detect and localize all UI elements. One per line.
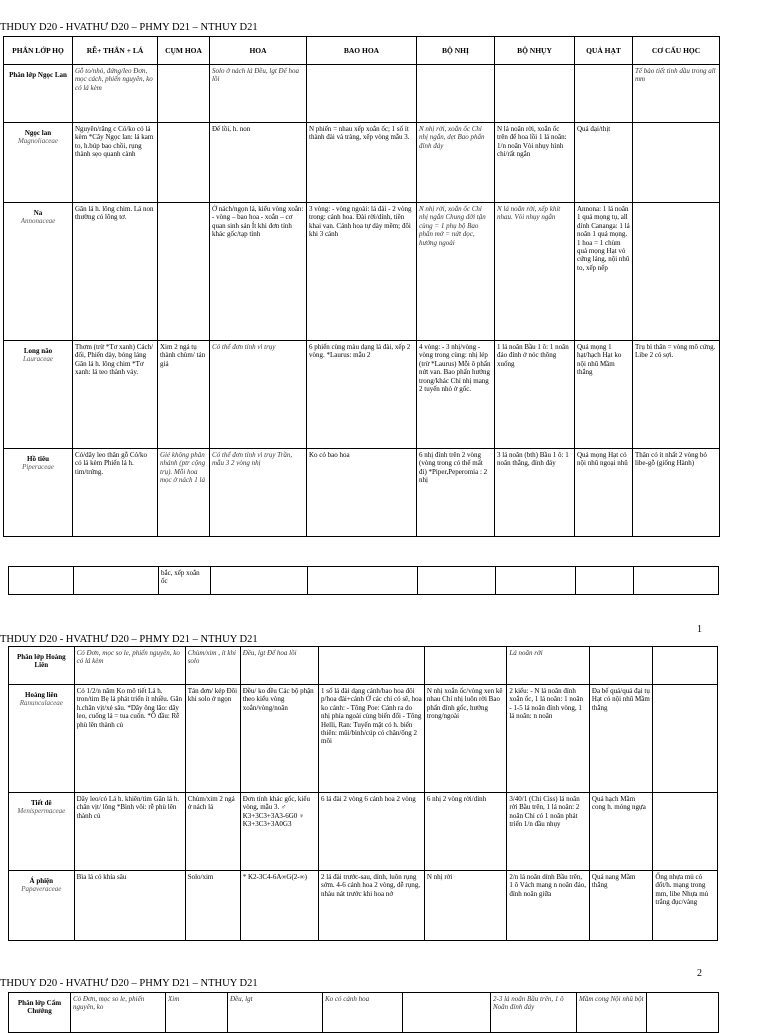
table-row — [9, 647, 718, 685]
cell: 2/n lá noãn dính Bầu trên, 1 ô Vách mang n noãn đảo, đính noãn giữa — [507, 871, 590, 941]
table-families-1 — [3, 36, 720, 537]
col-header: CƠ CẤU HỌC — [633, 37, 720, 65]
cell — [495, 65, 575, 123]
col-header: QUẢ HẠT — [575, 37, 633, 65]
col-header: HOA — [210, 37, 307, 65]
cell: Xim 2 ngả tụ thành chùm/ tán giả — [158, 341, 210, 449]
cell: Đơn tính khác gốc, kiểu vòng, mẫu 3. ♂ K3+3C3+3A3-6G0 ♀ K3+3C3+3A0G3 — [240, 793, 318, 871]
cell: 3/40/1 (Chi Ciss) lá noãn rời Bầu trên, 1 lá noãn: 2 noãn Chỉ có 1 noãn phát triển 1/n đầu nhụy — [507, 793, 590, 871]
cell — [211, 567, 308, 595]
family-name: Ngọc lan Magnoliaceae — [4, 123, 73, 203]
table-row — [4, 123, 720, 203]
cell — [417, 65, 495, 123]
family-name: Na Annonaceae — [4, 203, 73, 341]
cell: Có Đơn, mọc so le, phiến nguyên, ko có lá kèm — [74, 647, 185, 685]
cell: Dây leo/cỏ Lá h. khiên/tim Gân lá h. chân vịt/ lông *Bình vôi: rễ phù lên thành củ — [74, 793, 185, 871]
table-row — [9, 685, 718, 793]
cell: Annona: 1 lá noãn 1 quả mọng tụ, all dính Cananga: 1 lá noãn 1 quả mọng. 1 hoa = 1 chùm quả mọng Hạt vỏ cứng láng, nội nhũ to, xếp nếp — [575, 203, 633, 341]
col-header: PHÂN LỚP HỌ — [4, 37, 73, 65]
page-header: THDUY D20 - HVATHƯ D20 – PHMY D21 – NTHUY D21 — [0, 634, 258, 645]
table-row — [9, 871, 718, 941]
cell: Quả mọng Hạt có nội nhũ ngoại nhũ — [575, 449, 633, 537]
col-header: RỄ+ THÂN + LÁ — [73, 37, 158, 65]
cell: Ko có cánh hoa — [323, 993, 403, 1033]
table-header-row — [4, 37, 720, 65]
cell: Chùm/xim , ít khi solo — [185, 647, 240, 685]
cell: 6 nhị đính trên 2 vòng (vòng trong có thể mất đi) *Piper,Peperomia : 2 nhị — [417, 449, 495, 537]
cell: 6 nhị 2 vòng rời/dính — [424, 793, 507, 871]
cell: Gân lá h. lông chim. Lá non thường có lông tơ. — [73, 203, 158, 341]
cell — [633, 203, 720, 341]
cell: Ở nách/ngọn lá, kiểu vòng xoắn: - vòng – bao hoa - xoắn – cơ quan sinh sản Ít khi đơn tính khác gốc/tạp tính — [210, 203, 307, 341]
cell: Nguyên/răng c Có/ko có lá kèm *Cây Ngọc lan: lá kam to, h.búp bao chồi, rụng thành sẹo quanh cành — [73, 123, 158, 203]
cell — [403, 993, 491, 1033]
cell — [158, 203, 210, 341]
cell — [647, 993, 719, 1033]
cell: 6 lá đài 2 vòng 6 cánh hoa 2 vòng — [319, 793, 425, 871]
family-name: Hồ tiêu Piperaceae — [4, 449, 73, 537]
family-name: Á phiện Papaveraceae — [9, 871, 75, 941]
cell: N phiến = nhau xếp xoắn ốc; 1 số ít thành đài và tràng, xếp vòng mẫu 3. — [307, 123, 417, 203]
family-name: Phân lớp Hoàng Liên — [9, 647, 75, 685]
cell — [634, 567, 719, 595]
table-families-2 — [8, 646, 718, 941]
cell: N lá noãn rời, xoắn ốc trên đế hoa lồi 1 lá noãn: 1/n noãn Vòi nhụy hình chỉ/rất ngắn — [495, 123, 575, 203]
table-row — [9, 567, 719, 595]
cell — [424, 647, 507, 685]
cell — [74, 567, 159, 595]
table-row — [9, 793, 718, 871]
cell: Đế lồi, h. non — [210, 123, 307, 203]
cell: Chùm/xim 2 ngả ở nách lá — [185, 793, 240, 871]
cell: Mầm cong Nội nhũ bột — [577, 993, 647, 1033]
cell: N nhị rời, xoắn ốc Chỉ nhị ngắn Chung đới tận cùng = 1 phụ bộ Bao phấn mở = nứt dọc, hướng ngoài — [417, 203, 495, 341]
cell: 3 vòng: - vòng ngoài: lá đài - 2 vòng trong: cánh hoa. Đài rời/dính, tiền khai van. Cánh hoa tự dày mềm; đôi khi 3 cánh — [307, 203, 417, 341]
cell — [653, 685, 718, 793]
cell: Thân có ít nhất 2 vòng bó libe-gỗ (giống Hành) — [633, 449, 720, 537]
family-name: Phân lớp Cẩm Chướng — [9, 993, 71, 1033]
cell: Quả đại/thịt — [575, 123, 633, 203]
cell: Cỏ Đơn, mọc so le, phiến nguyên, ko — [71, 993, 166, 1033]
table-row — [4, 65, 720, 123]
page-number: 2 — [697, 968, 702, 979]
cell: Đều/ ko đều Các bộ phận theo kiểu vòng xoắn/vòng/noãn — [240, 685, 318, 793]
cell — [9, 567, 74, 595]
cell — [653, 793, 718, 871]
cell: Quả nang Mầm thẳng — [589, 871, 652, 941]
cell: 3 lá noãn (bth) Bầu 1 ô: 1 noãn thẳng, đính đáy — [495, 449, 575, 537]
table-row — [4, 449, 720, 537]
family-name: Tiết dê Menispermaceae — [9, 793, 75, 871]
page-number: 1 — [697, 624, 702, 635]
cell: Lá noãn rời — [507, 647, 590, 685]
cell: N nhị xoắn ốc/vòng xen kẽ nhau Chỉ nhị luôn rời Bao phấn đính gốc, hướng trong/ngoài — [424, 685, 507, 793]
page-header: THDUY D20 - HVATHƯ D20 – PHMY D21 – NTHUY D21 — [0, 978, 258, 989]
cell: Có thể đơn tính vì trụy — [210, 341, 307, 449]
cell: Gié không phân nhánh (ptr cộng trụ). Mỗi hoa mọc ở nách 1 lá — [158, 449, 210, 537]
cell — [496, 567, 576, 595]
table-row — [4, 203, 720, 341]
cell: Có thể đơn tính vì trụy Trần, mẫu 3 2 vòng nhị — [210, 449, 307, 537]
cell — [575, 65, 633, 123]
cell: N nhị rời, xoắn ốc Chỉ nhị ngắn, dẹt Bao phấn đính đáy — [417, 123, 495, 203]
cell: Gỗ to/nhỏ, đứng/leo Đơn, mọc cách, phiến nguyên, ko có lá kèm — [73, 65, 158, 123]
cell — [158, 123, 210, 203]
cell: Đều, lgt — [228, 993, 323, 1033]
cell: * K2-3C4-6A∞G(2-∞) — [240, 871, 318, 941]
cell: 2 kiểu: - N lá noãn đính xoắn ốc, 1 lá noãn: 1 noãn - 1-5 lá noãn đính vòng, 1 lá noãn: n noãn — [507, 685, 590, 793]
table-continuation — [8, 566, 719, 595]
page-header: THDUY D20 - HVATHƯ D20 – PHMY D21 – NTHUY D21 — [0, 22, 258, 33]
cell — [308, 567, 418, 595]
cell: Đều, lgt Để hoa lồi — [240, 647, 318, 685]
cell: 1 số lá đài dạng cánh/bao hoa đôi p/hoa đài+cánh Ở các chi có sẽ, hoa ko cánh: - Tông Poe: Cánh ra do nhị phía ngoài cùng biến đổi - Tông Helli, Ran: Tuyến mật có h. biến thiên: mũi/bình/cúp có chân/ống 2 môi — [319, 685, 425, 793]
cell: N nhị rời — [424, 871, 507, 941]
cell — [589, 647, 652, 685]
cell: Ống nhựa mủ có đốt/h. mạng trong mm, libe Nhựa mủ trắng đục/vàng — [653, 871, 718, 941]
cell: Tán đơn/ kép Đôi khi solo ở ngọn — [185, 685, 240, 793]
cell — [158, 65, 210, 123]
cell: Ko có bao hoa — [307, 449, 417, 537]
cell: 1 lá noãn Bầu 1 ô: 1 noãn đảo đính ở nóc thông xuống — [495, 341, 575, 449]
cell: 2 lá đài trước-sau, dính, luôn rụng sớm. 4-6 cánh hoa 2 vòng, dễ rụng, nhàu nát trước khi hoa nở — [319, 871, 425, 941]
col-header: BỘ NHỤY — [495, 37, 575, 65]
cell — [418, 567, 496, 595]
table-families-3 — [8, 992, 719, 1033]
family-name: Hoàng liên Ranunculaceae — [9, 685, 75, 793]
cell — [633, 123, 720, 203]
cell: Bìa lá có khía sâu — [74, 871, 185, 941]
col-header: BAO HOA — [307, 37, 417, 65]
cell: Thơm (trừ *Tơ xanh) Cách/đối, Phiến dày, bóng láng Gân lá h. lông chim *Tơ xanh: lá teo thành vảy. — [73, 341, 158, 449]
cell: Cỏ 1/2/n năm Ko mô tiết Lá h. tron/tim Bẹ lá phát triển ít nhiều. Gân h.chân vịt/xẻ sâu. *Dây ông lão: dây leo, cuống lá = tua cuốn. *Ô đầu: Rễ phù lên thành củ — [74, 685, 185, 793]
cell: Quả mọng 1 hạt/hạch Hạt ko nội nhũ Mầm thẳng — [575, 341, 633, 449]
cell — [576, 567, 634, 595]
table-row — [9, 993, 719, 1033]
cell: 6 phiến cùng màu dạng lá đài, xếp 2 vòng. *Laurus: mẫu 2 — [307, 341, 417, 449]
cell: Đa bế quả/quả đại tụ Hạt có nội nhũ Mầm thẳng — [589, 685, 652, 793]
cell — [307, 65, 417, 123]
cell: Solo/xim — [185, 871, 240, 941]
cell: Có/dây leo thân gỗ Có/ko có lá kèm Phiến lá h. tim/trứng. — [73, 449, 158, 537]
col-header: CỤM HOA — [158, 37, 210, 65]
cell: bắc, xếp xoắn ốc — [159, 567, 211, 595]
cell: Xim — [166, 993, 228, 1033]
cell — [319, 647, 425, 685]
cell: Quả hạch Mầm cong h. móng ngựa — [589, 793, 652, 871]
cell: 4 vòng: - 3 nhị/vòng - vòng trong cùng: nhị lép (trừ *Laurus) Mỗi ô phấn nứt van. Bao phấn hướng trong/khác Chỉ nhị mang 2 tuyến nhỏ ở gốc. — [417, 341, 495, 449]
col-header: BỘ NHỊ — [417, 37, 495, 65]
family-name: Phân lớp Ngọc Lan — [4, 65, 73, 123]
cell: Solo ở nách lá Đều, lgt Để hoa lồi — [210, 65, 307, 123]
table-row — [4, 341, 720, 449]
family-name: Long não Lauraceae — [4, 341, 73, 449]
cell — [653, 647, 718, 685]
cell: N lá noãn rời, xếp khít nhau. Vòi nhụy ngắn — [495, 203, 575, 341]
cell: Trụ bì thân = vòng mô cứng. Libe 2 có sợi. — [633, 341, 720, 449]
cell: 2-3 lá noãn Bầu trên, 1 ô Noãn đính đáy — [491, 993, 577, 1033]
cell: Tế bào tiết tinh dầu trong all mm — [633, 65, 720, 123]
